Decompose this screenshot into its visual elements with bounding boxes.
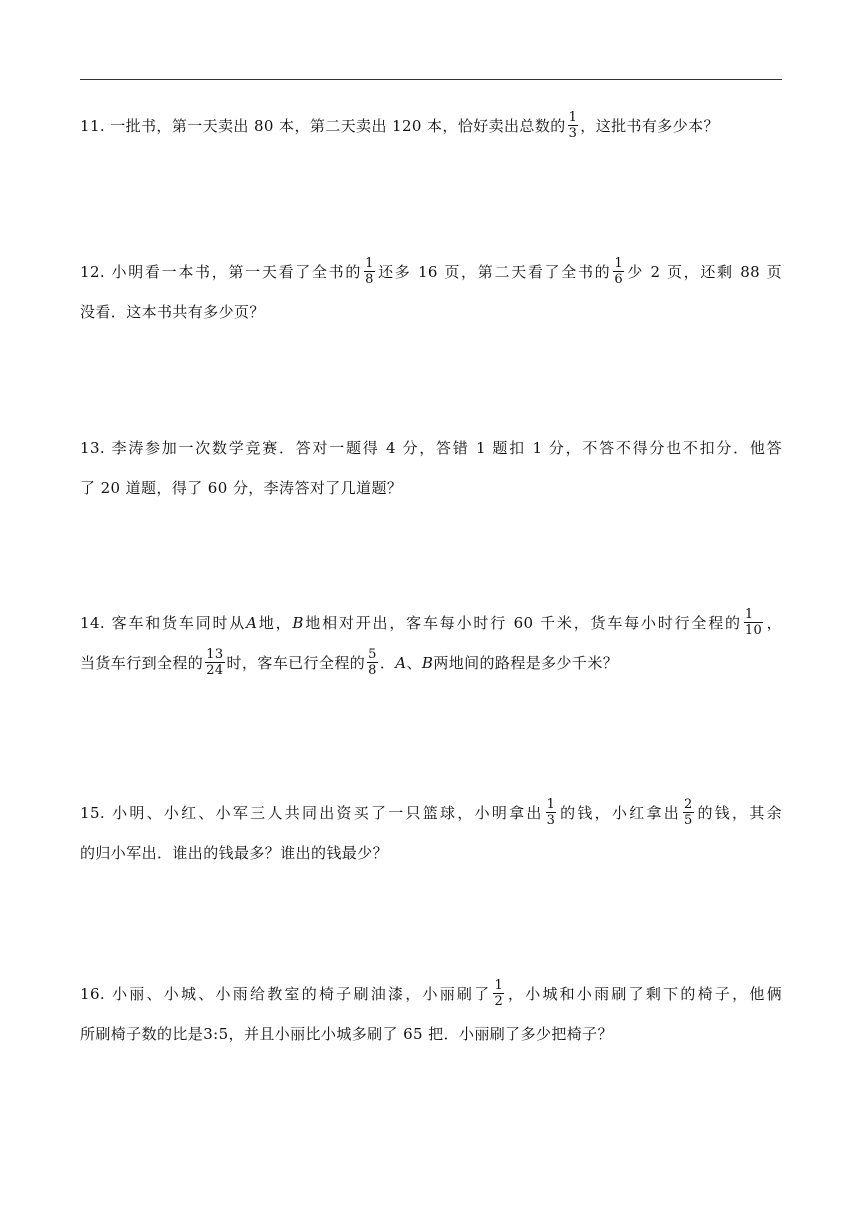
fraction-1-3: [568, 111, 579, 140]
question-15-line-2: [80, 833, 782, 873]
question-16: [80, 974, 782, 1054]
header-rule: [80, 79, 782, 80]
question-15: [80, 793, 782, 873]
question-16-line-1: [80, 974, 782, 1014]
q11-text-b: ，这批书有多少本？: [580, 117, 719, 135]
q15-text-b: 的钱，小红拿出: [558, 804, 681, 822]
fraction-numerator: 1: [568, 109, 578, 125]
question-14-line-2: [80, 643, 782, 683]
question-16-line-2: [80, 1014, 782, 1054]
fraction-numerator: 1: [614, 255, 624, 271]
fraction-2-5: [683, 798, 694, 827]
q13-text-line-1: 13. 李涛参加一次数学竞赛．答对一题得 4 分，答错 1 题扣 1 分，不答不得分也不扣分．他答: [80, 439, 782, 457]
q14-text-i: 两地间的路程是多少千米？: [433, 654, 619, 672]
q16-text-a: 16. 小丽、小城、小雨给教室的椅子刷油漆，小丽刷了: [80, 985, 492, 1003]
q15-text-c: 的钱，其余: [695, 804, 782, 822]
question-13: [80, 428, 782, 508]
q14-text-d: ，: [765, 614, 782, 632]
fraction-5-8: [367, 648, 378, 677]
q14-text-b: 地，: [257, 614, 293, 632]
question-15-line-1: [80, 793, 782, 833]
point-b-label: B: [292, 614, 304, 632]
fraction-numerator: 1: [494, 977, 504, 993]
q12-text-c: 少 2 页，还剩 88 页: [626, 263, 782, 281]
fraction-1-3: [546, 798, 557, 827]
q14-text-g: ．: [379, 654, 396, 672]
point-a-label: A: [246, 614, 258, 632]
question-14-line-1: [80, 603, 782, 643]
point-a-label: A: [395, 654, 407, 672]
fraction-numerator: 5: [368, 646, 377, 662]
fraction-denominator: 10: [744, 622, 763, 638]
fraction-denominator: 5: [684, 812, 693, 828]
fraction-numerator: 1: [365, 255, 374, 271]
question-13-line-2: [80, 468, 782, 508]
q15-text-line-2: 的归小军出．谁出的钱最多？谁出的钱最少？: [80, 844, 389, 862]
fraction-numerator: 1: [744, 608, 763, 623]
fraction-denominator: 8: [368, 662, 377, 678]
q15-text-a: 15. 小明、小红、小军三人共同出资买了一只篮球，小明拿出: [80, 804, 544, 822]
fraction-denominator: 3: [546, 812, 556, 828]
q16-text-b: ，小城和小雨刷了剩下的椅子，他俩: [506, 985, 783, 1003]
question-13-line-1: [80, 428, 782, 468]
fraction-denominator: 6: [614, 271, 624, 287]
question-11-line-1: [80, 106, 782, 146]
fraction-1-6: [613, 257, 624, 286]
fraction-numerator: 13: [206, 646, 224, 662]
q12-text-b: 还多 16 页，第二天看了全书的: [376, 263, 612, 281]
q13-text-line-2: 了 20 道题，得了 60 分，李涛答对了几道题？: [80, 479, 403, 497]
q12-text-a: 12. 小明看一本书，第一天看了全书的: [80, 263, 363, 281]
fraction-13-24: [205, 648, 224, 677]
question-12-line-2: [80, 292, 782, 332]
fraction-1-8: [364, 257, 375, 286]
fraction-denominator: 2: [494, 993, 504, 1009]
question-12-line-1: [80, 252, 782, 292]
fraction-1-10: [744, 608, 763, 637]
q14-text-c: 地相对开出，客车每小时行 60 千米，货车每小时行全程的: [303, 614, 742, 632]
q14-text-e: 当货车行到全程的: [80, 654, 204, 672]
fraction-denominator: 3: [568, 125, 578, 141]
question-12: [80, 252, 782, 332]
fraction-1-2: [493, 979, 504, 1008]
q14-text-a: 14. 客车和货车同时从: [80, 614, 247, 632]
q16-text-line-2: 所刷椅子数的比是3:5，并且小丽比小城多刷了 65 把．小丽刷了多少把椅子？: [80, 1025, 613, 1043]
fraction-denominator: 24: [206, 662, 224, 678]
point-b-label: B: [421, 654, 434, 672]
fraction-denominator: 8: [365, 271, 374, 287]
question-14: [80, 603, 782, 683]
q14-text-f: 时，客车已行全程的: [226, 654, 366, 672]
q11-text-a: 11. 一批书，第一天卖出 80 本，第二天卖出 120 本，恰好卖出总数的: [80, 117, 566, 135]
fraction-numerator: 1: [546, 796, 556, 812]
question-11: [80, 106, 782, 146]
fraction-numerator: 2: [684, 796, 693, 812]
q14-text-h: 、: [406, 654, 422, 672]
q12-text-line-2: 没看．这本书共有多少页？: [80, 303, 265, 321]
